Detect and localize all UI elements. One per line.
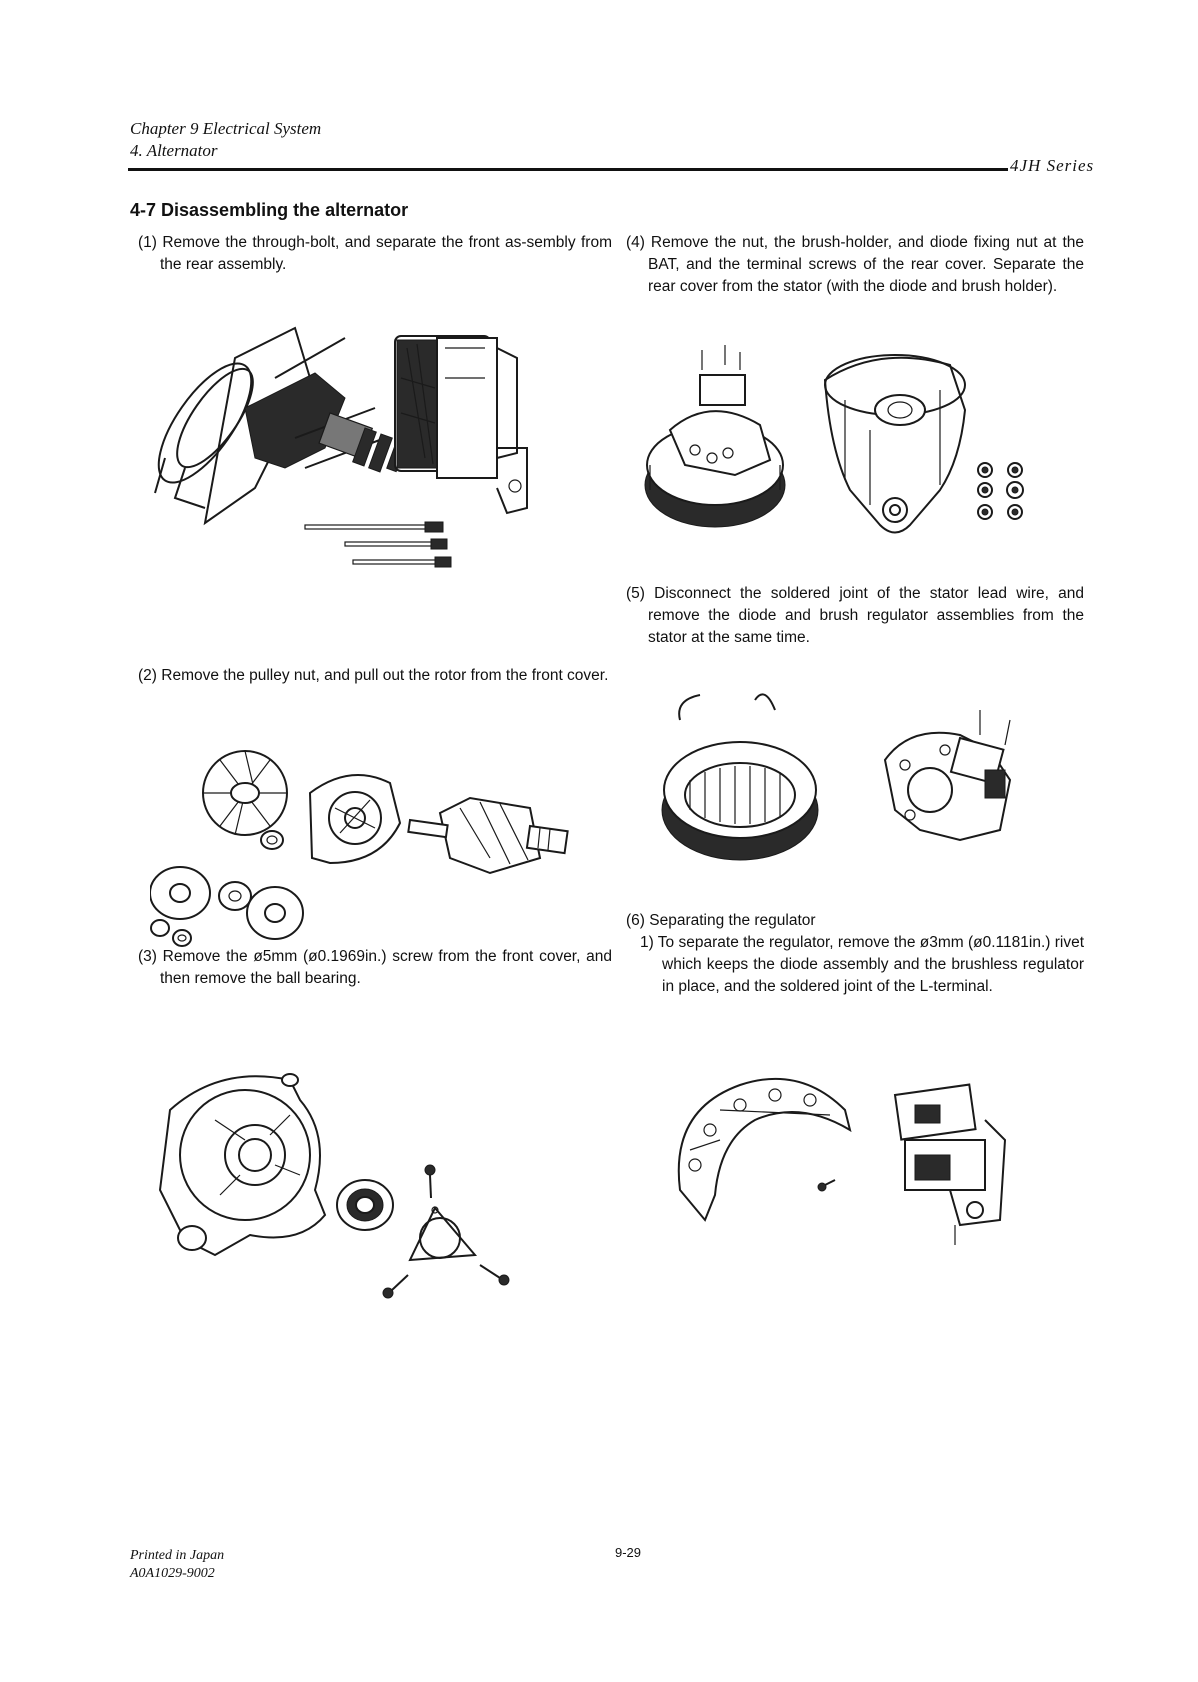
chapter-title: Chapter 9 Electrical System (130, 119, 322, 138)
step-6: (6) Separating the regulator (626, 912, 816, 929)
section-title-header: 4. Alternator (130, 141, 218, 160)
series-label: 4JH Series (1010, 156, 1095, 175)
figure-pulley-rotor (150, 738, 570, 958)
step-2: (2) Remove the pulley nut, and pull out the rotor from the front cover. (138, 667, 609, 684)
header-rule (128, 168, 1008, 171)
figure-diode-regulator-separated (660, 1060, 1080, 1260)
section-heading: 4-7 Disassembling the alternator (130, 200, 409, 220)
page-number: 9-29 (615, 1545, 642, 1560)
printed-in: Printed in Japan (130, 1548, 225, 1563)
figure-stator-regulator (660, 690, 1060, 890)
figure-rear-cover-stator (640, 340, 1060, 580)
footer-left (130, 1547, 224, 1583)
figure-front-rear-assembly (145, 318, 565, 603)
figure-front-cover-bearing (140, 1060, 560, 1320)
step-4: (4) Remove the nut, the brush-holder, and diode fixing nut at the BAT, and the terminal screws of the rear cover. Separate the rear cover from the stator (with the diode and brush holder). (626, 234, 1084, 295)
chapter-header (130, 118, 321, 162)
step-6-1: 1) To separate the regulator, remove the ø3mm (ø0.1181in.) rivet which keeps the diode assembly and the brushless regulator in place, and the soldered joint of the L-terminal. (640, 934, 1084, 995)
step-5: (5) Disconnect the soldered joint of the stator lead wire, and remove the diode and brush regulator assemblies from the stator at the same time. (626, 585, 1084, 646)
step-1: (1) Remove the through-bolt, and separate the front as-sembly from the rear assembly. (138, 234, 612, 273)
document-code: A0A1029-9002 (130, 1566, 215, 1581)
step-3: (3) Remove the ø5mm (ø0.1969in.) screw from the front cover, and then remove the ball bearing. (138, 948, 612, 987)
